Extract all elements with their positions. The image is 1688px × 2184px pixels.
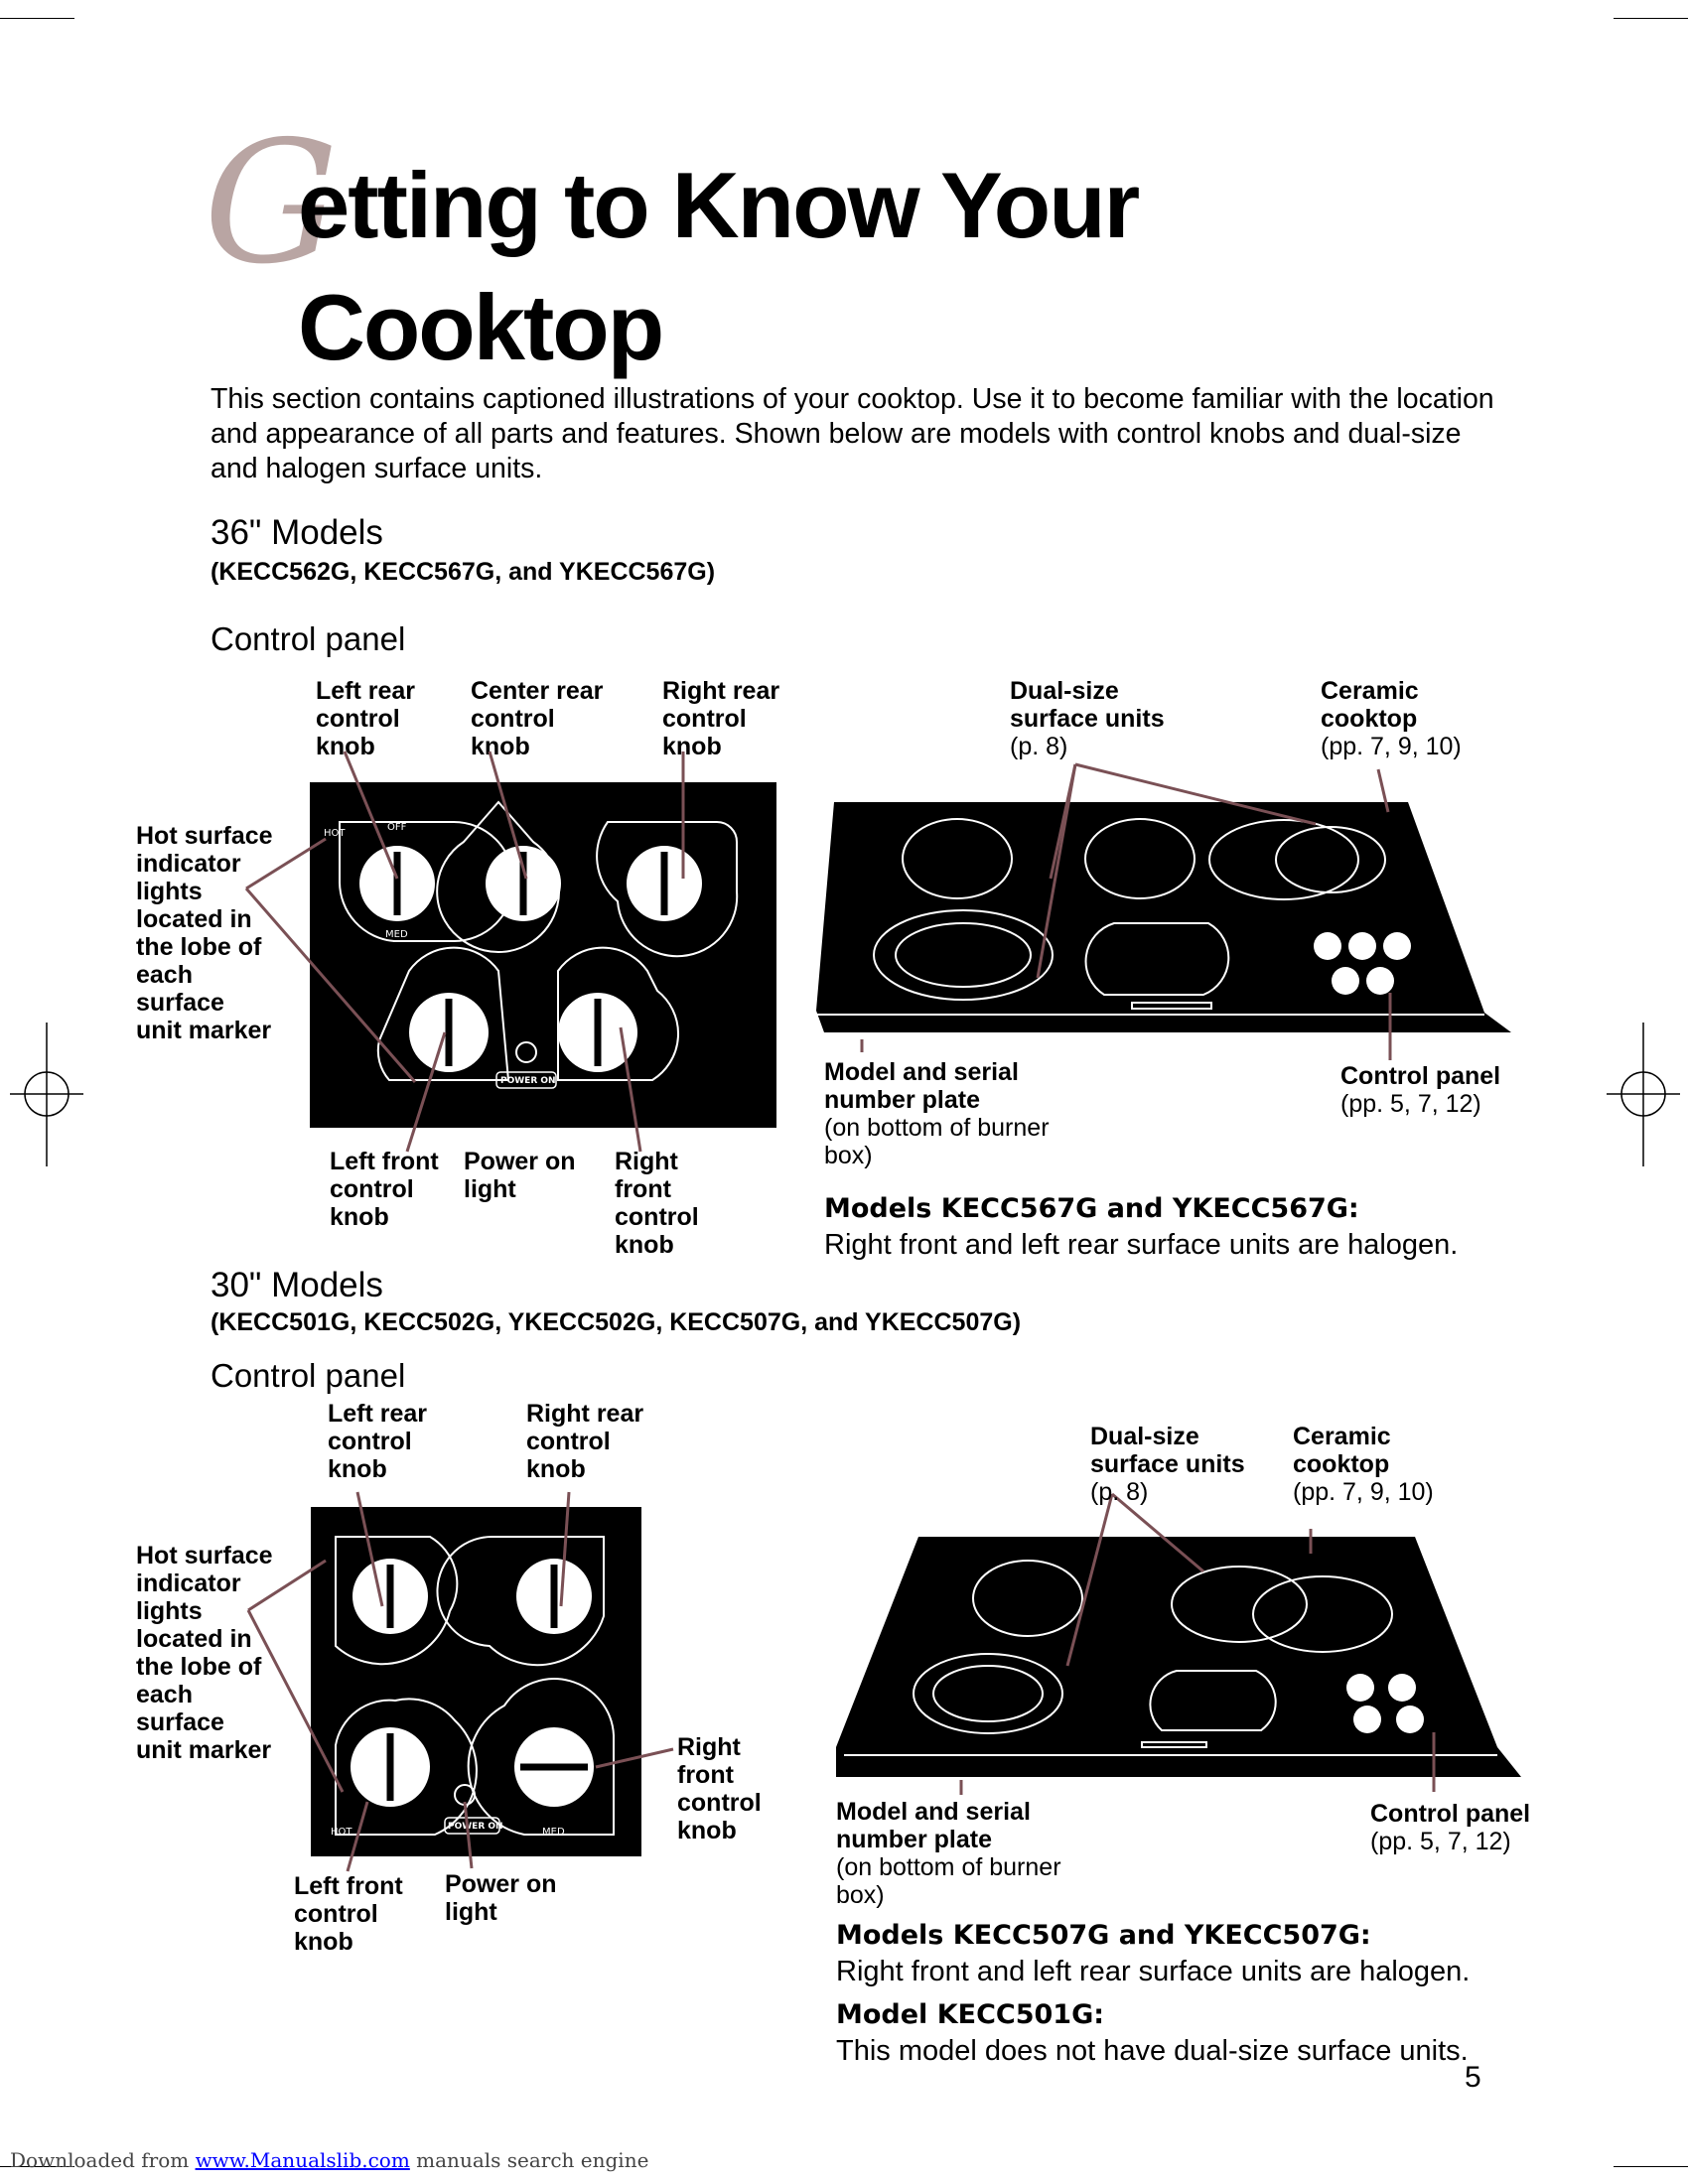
- label-power-on-light: Power on light: [464, 1148, 576, 1203]
- label-control-panel-36-ref: (pp. 5, 7, 12): [1340, 1090, 1481, 1118]
- label-left-front-knob-30: Left front control knob: [294, 1872, 403, 1956]
- footer-link[interactable]: www.Manualslib.com: [195, 2148, 410, 2172]
- knob-text-med-30: MED: [542, 1827, 565, 1838]
- knob-text-hot: HOT: [324, 828, 346, 839]
- knob-text-power-on: POWER ON: [500, 1076, 556, 1086]
- crop-mark: [1614, 18, 1688, 19]
- footer: [10, 2148, 648, 2172]
- note-36-title: Models KECC567G and YKECC567G:: [824, 1193, 1359, 1224]
- knobs-30: [311, 1507, 641, 1856]
- label-dual-size-30-text: Dual-size surface units: [1090, 1423, 1245, 1478]
- label-left-rear-knob-30: Left rear control knob: [328, 1400, 428, 1483]
- section-heading-30: 30" Models: [211, 1266, 383, 1304]
- label-model-serial-30: [836, 1798, 1104, 1909]
- label-right-rear-knob-30: Right rear control knob: [526, 1400, 644, 1483]
- label-model-serial-36: [824, 1058, 1053, 1169]
- label-control-panel-30-ref: (pp. 5, 7, 12): [1370, 1828, 1511, 1855]
- label-ceramic-36: [1321, 677, 1499, 760]
- label-ceramic-30-text: Ceramic cooktop: [1293, 1423, 1391, 1478]
- note-30-501-text: This model does not have dual-size surface units.: [836, 2035, 1469, 2067]
- footer-suffix: manuals search engine: [409, 2148, 649, 2172]
- label-dual-size-30-ref: (p. 8): [1090, 1478, 1149, 1506]
- note-30-501-title: Model KECC501G:: [836, 1999, 1105, 2030]
- label-ceramic-30-ref: (pp. 7, 9, 10): [1293, 1478, 1434, 1506]
- intro-paragraph: This section contains captioned illustrations of your cooktop. Use it to become familiar with the location and appearance of all parts and features. Shown below are models with control knobs and dual-size and halogen surface units.: [211, 383, 1494, 484]
- note-30-text: Right front and left rear surface units are halogen.: [836, 1956, 1471, 1987]
- label-dual-size-36-ref: (p. 8): [1010, 733, 1068, 760]
- label-center-rear-knob: Center rear control knob: [471, 677, 604, 760]
- control-panel-heading-36: Control panel: [211, 620, 406, 657]
- section-heading-36: 36" Models: [211, 513, 383, 552]
- label-model-serial-30-ref: (on bottom of burner box): [836, 1853, 1061, 1909]
- page-number: 5: [1465, 2061, 1481, 2094]
- models-list-36: (KECC562G, KECC567G, and YKECC567G): [211, 558, 716, 586]
- note-30-501: [836, 1997, 1591, 2069]
- label-right-front-knob-30: Right front control knob: [677, 1733, 762, 1844]
- label-left-front-knob: Left front control knob: [330, 1148, 439, 1231]
- knob-text-hot-30: HOT: [331, 1827, 352, 1838]
- label-model-serial-36-text: Model and serial number plate: [824, 1058, 1019, 1114]
- title-drop-cap: G: [204, 105, 339, 302]
- label-ceramic-36-ref: (pp. 7, 9, 10): [1321, 733, 1462, 760]
- label-model-serial-30-text: Model and serial number plate: [836, 1798, 1031, 1853]
- label-ceramic-36-text: Ceramic cooktop: [1321, 677, 1419, 733]
- note-30: [836, 1918, 1591, 1989]
- label-power-on-light-30: Power on light: [445, 1870, 557, 1926]
- label-control-panel-30: [1370, 1800, 1539, 1855]
- control-panel-illustration-36: [310, 782, 776, 1128]
- knob-text-med: MED: [385, 929, 408, 940]
- note-30-title: Models KECC507G and YKECC507G:: [836, 1920, 1371, 1951]
- label-control-panel-36: [1340, 1062, 1509, 1118]
- crop-mark: [0, 18, 74, 19]
- footer-prefix: Downloaded from: [10, 2148, 196, 2172]
- label-hot-surface-lights: Hot surface indicator lights located in the lobe of each surface unit marker: [136, 822, 273, 1044]
- control-panel-heading-30: Control panel: [211, 1357, 406, 1394]
- knob-text-off: OFF: [387, 822, 407, 833]
- page-title: etting to Know Your: [298, 153, 1139, 257]
- note-36-text: Right front and left rear surface units are halogen.: [824, 1229, 1459, 1261]
- page-title-line2: Cooktop: [298, 275, 663, 379]
- label-right-rear-knob: Right rear control knob: [662, 677, 780, 760]
- label-dual-size-30: [1090, 1423, 1289, 1506]
- models-list-30: (KECC501G, KECC502G, YKECC502G, KECC507G, and YKECC507G): [211, 1308, 1022, 1336]
- label-left-rear-knob: Left rear control knob: [316, 677, 416, 760]
- label-right-front-knob: Right front control knob: [615, 1148, 699, 1259]
- label-hot-surface-lights-30: Hot surface indicator lights located in the lobe of each surface unit marker: [136, 1542, 273, 1764]
- label-model-serial-36-ref: (on bottom of burner box): [824, 1114, 1050, 1169]
- knob-text-power-on-30: POWER ON: [448, 1822, 503, 1832]
- label-dual-size-36-text: Dual-size surface units: [1010, 677, 1165, 733]
- control-panel-illustration-30: [311, 1507, 641, 1856]
- label-dual-size-36: [1010, 677, 1208, 760]
- note-36: [824, 1191, 1579, 1263]
- label-control-panel-36-text: Control panel: [1340, 1062, 1501, 1090]
- label-ceramic-30: [1293, 1423, 1472, 1506]
- crop-mark: [1614, 2166, 1688, 2167]
- label-control-panel-30-text: Control panel: [1370, 1800, 1531, 1828]
